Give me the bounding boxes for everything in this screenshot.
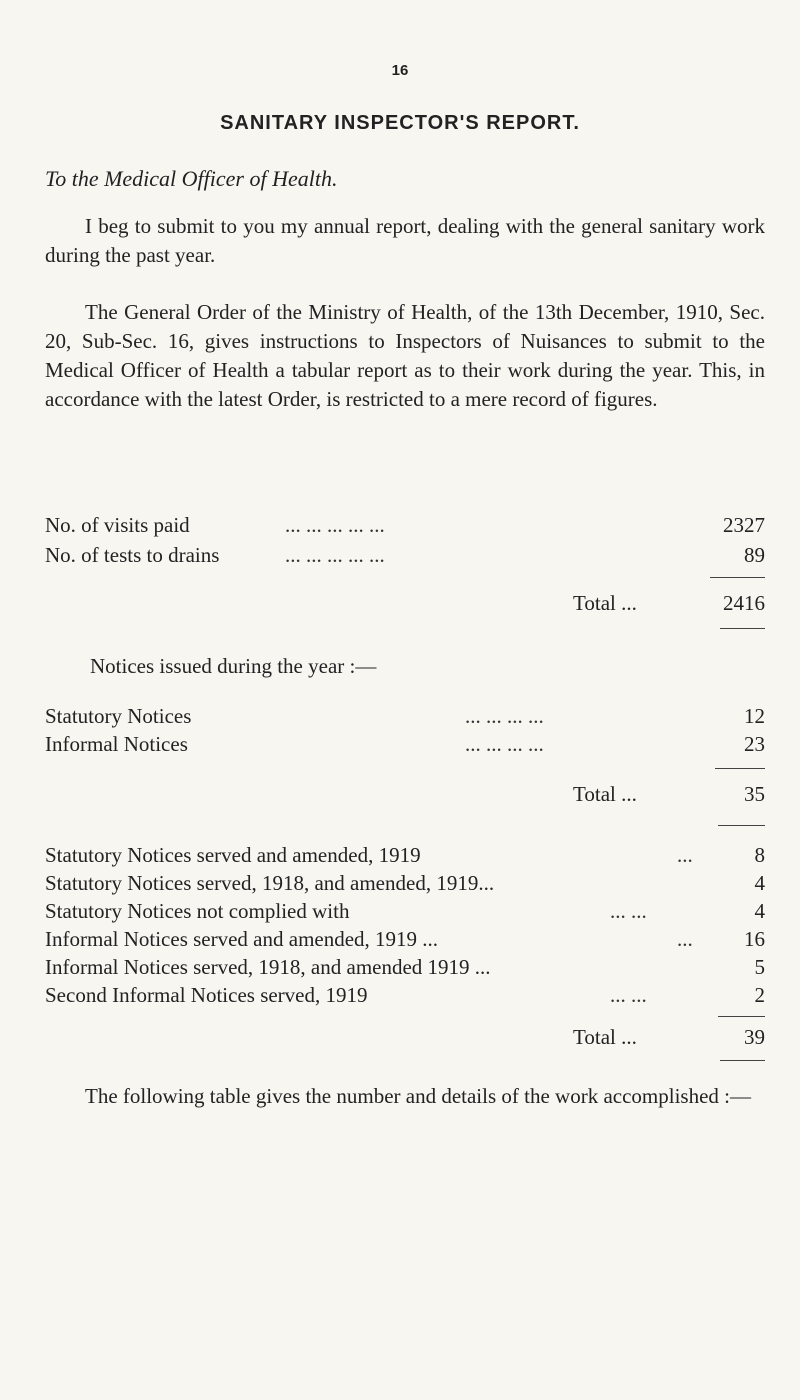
row-leader: ... ...	[610, 899, 647, 923]
intro-paragraph: I beg to submit to you my annual report, dealing with the general sanitary work during the past year.	[45, 214, 765, 267]
row-value: 2	[754, 983, 765, 1007]
row-value: 4	[754, 871, 765, 895]
notices-total-row	[45, 780, 765, 808]
row-label: Statutory Notices served and amended, 1919	[45, 843, 421, 867]
total-rule	[720, 1060, 765, 1061]
closing-paragraph: The following table gives the number and details of the work accomplished :—	[85, 1084, 751, 1108]
row-value: 4	[754, 899, 765, 923]
row-value: 8	[754, 843, 765, 867]
row-label: Statutory Notices	[45, 704, 192, 728]
row-leader: ...	[677, 927, 693, 951]
statutory-notices-row	[45, 702, 765, 730]
row-leader: ... ...	[610, 983, 647, 1007]
served-row	[45, 841, 765, 869]
total-label: Total ...	[573, 782, 637, 806]
row-value: 89	[744, 543, 765, 567]
row-value: 16	[744, 927, 765, 951]
sum-rule	[718, 1016, 765, 1017]
order-paragraph: The General Order of the Ministry of Health, of the 13th December, 1910, Sec. 20, Sub-Sec. 16, gives instructions to Inspectors of Nuisances to submit to the Medical Officer of Health a tabular report as to their work during the year. This, in accordance with the latest Order, is restricted to a mere record of figures.	[45, 300, 765, 411]
report-heading: SANITARY INSPECTOR'S REPORT.	[220, 112, 580, 134]
total-value: 2416	[723, 591, 765, 615]
row-label: Informal Notices served and amended, 1919 ...	[45, 927, 439, 951]
served-total-row	[45, 1023, 765, 1051]
page-number: 16	[391, 62, 409, 79]
row-label: No. of visits paid	[45, 513, 190, 537]
total-rule	[718, 825, 765, 826]
row-label: Informal Notices	[45, 732, 188, 756]
total-label: Total ...	[573, 1025, 637, 1049]
row-value: 12	[744, 704, 765, 728]
row-label: Informal Notices served, 1918, and amended 1919 ...	[45, 955, 491, 979]
served-row	[45, 869, 765, 897]
visits-total-row	[45, 589, 765, 617]
sum-rule	[710, 577, 765, 578]
row-leader: ...	[677, 843, 693, 867]
row-label: No. of tests to drains	[45, 543, 220, 567]
drain-tests-row	[45, 541, 765, 569]
served-row	[45, 897, 765, 925]
total-value: 35	[744, 782, 765, 806]
row-leader: ... ... ... ...	[465, 732, 544, 756]
salutation: To the Medical Officer of Health.	[45, 166, 338, 191]
informal-notices-row	[45, 730, 765, 758]
row-label: Statutory Notices served, 1918, and amended, 1919...	[45, 871, 495, 895]
sum-rule	[715, 768, 765, 769]
visits-row	[45, 511, 765, 539]
served-row	[45, 953, 765, 981]
row-label: Statutory Notices not complied with	[45, 899, 350, 923]
total-label: Total ...	[573, 591, 637, 615]
total-rule	[720, 628, 765, 629]
notices-title: Notices issued during the year :—	[90, 654, 377, 678]
row-leader: ... ... ... ... ...	[285, 543, 385, 567]
served-row	[45, 981, 765, 1009]
served-row	[45, 925, 765, 953]
row-value: 23	[744, 732, 765, 756]
row-label: Second Informal Notices served, 1919	[45, 983, 368, 1007]
row-value: 2327	[723, 513, 765, 537]
row-leader: ... ... ... ...	[465, 704, 544, 728]
row-value: 5	[754, 955, 765, 979]
row-leader: ... ... ... ... ...	[285, 513, 385, 537]
total-value: 39	[744, 1025, 765, 1049]
